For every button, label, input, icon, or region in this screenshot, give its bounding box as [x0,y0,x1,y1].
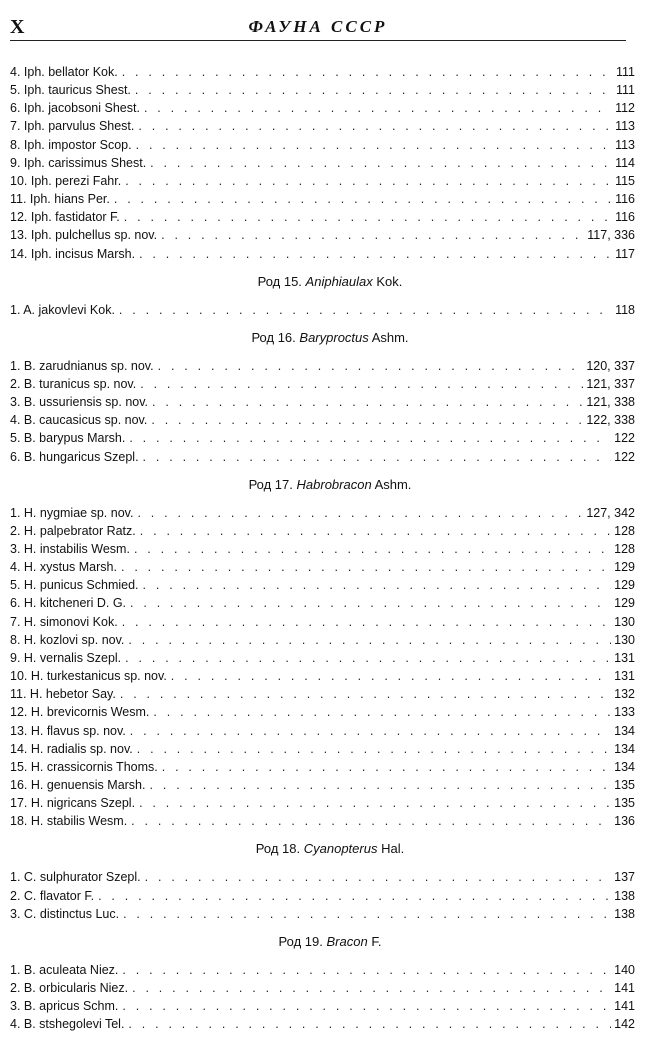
page-ref: 115 [615,173,635,188]
dot-leader [144,99,612,117]
species-name: 1. B. aculeata Niez. [10,962,119,977]
species-name: 13. H. flavus sp. nov. [10,723,126,738]
genus-prefix: Род 17. [248,476,293,492]
dot-leader [114,190,612,208]
species-name: 15. H. crassicornis Thoms. [10,759,158,774]
page-ref: 122, 338 [586,413,635,428]
species-name: 4. B. caucasicus sp. nov. [10,413,148,428]
dot-leader [139,794,611,812]
dot-leader [119,301,612,319]
toc-entry [10,887,635,905]
page-ref: 121, 338 [586,395,635,410]
page-ref: 127, 342 [586,505,635,520]
dot-leader [122,961,611,979]
page-ref: 138 [614,888,635,903]
genus-name: Bracon [326,933,368,949]
toc-entry [10,905,635,923]
toc-entry [10,812,635,830]
page-ref: 134 [614,723,635,738]
species-name: 5. B. barypus Marsh. [10,431,126,446]
dot-leader [171,667,611,685]
dot-leader [158,357,584,375]
toc-entry [10,245,635,263]
page-ref: 129 [614,578,635,593]
toc-entry [10,172,635,190]
toc-entry [10,649,635,667]
genus-prefix: Род 19. [278,933,323,949]
toc-entry [10,740,635,758]
page-ref: 111 [615,65,635,79]
page-ref: 120, 337 [586,358,635,373]
species-name: 2. H. palpebrator Ratz. [10,523,136,538]
genus-name: Habrobracon [296,476,372,492]
toc-entry [10,357,635,375]
page-ref: 129 [614,596,635,611]
species-name: 12. Iph. fastidator F. [10,210,120,225]
species-name: 5. H. punicus Schmied. [10,578,139,593]
species-name: 3. B. apricus Schm. [10,999,119,1014]
toc-entry [10,703,635,721]
toc-entry [10,1015,635,1033]
species-name: 7. Iph. parvulus Shest. [10,119,135,134]
toc-entry [10,393,635,411]
page-header [10,14,626,41]
toc-entry [10,667,635,685]
species-name: 13. Iph. pulchellus sp. nov. [10,228,158,243]
page-ref: 122 [614,449,635,464]
species-name: 3. B. ussuriensis sp. nov. [10,395,149,410]
page-ref: 141 [614,999,635,1014]
toc-entry [10,758,635,776]
toc-entry [10,613,635,631]
toc-entry [10,411,635,429]
species-name: 3. C. distinctus Luc. [10,906,120,921]
page-ref: 135 [614,777,635,792]
page-ref: 118 [615,302,635,317]
page-number: X [10,16,25,38]
genus-author: Ashm. [374,476,412,492]
genus-prefix: Род 16. [251,329,296,345]
page-ref: 140 [614,962,635,977]
genus-heading [0,840,660,858]
species-name: 10. Iph. perezi Fahr. [10,173,122,188]
page-ref: 134 [614,759,635,774]
page-ref: 132 [614,687,635,702]
toc-entry [10,117,635,135]
page-ref: 117 [615,246,635,261]
genus-heading [0,933,660,951]
dot-leader [138,117,612,135]
page-ref: 116 [615,192,635,207]
species-name: 9. H. vernalis Szepl. [10,650,122,665]
dot-leader [140,522,611,540]
toc-entry [10,448,635,466]
species-name: 9. Iph. carissimus Shest. [10,155,147,170]
dot-leader [137,740,611,758]
dot-leader [128,631,611,649]
species-name: 1. B. zarudnianus sp. nov. [10,358,154,373]
page-ref: 131 [614,650,635,665]
page-ref: 117, 336 [587,228,635,243]
dot-leader [137,504,583,522]
page-ref: 141 [614,981,635,995]
genus-prefix: Род 15. [257,273,302,289]
toc-entry [10,594,635,612]
toc-entry [10,558,635,576]
page-ref: 116 [615,210,635,225]
toc-entry [10,868,635,886]
dot-leader [124,208,612,226]
toc-entry [10,154,635,172]
species-name: 1. C. sulphurator Szepl. [10,870,141,885]
species-name: 16. H. genuensis Marsh. [10,777,146,792]
page-ref: 128 [614,523,635,538]
toc-entry [10,301,635,319]
genus-name: Aniphiaulax [305,273,373,289]
dot-leader [128,1015,611,1033]
dot-leader [161,226,584,244]
dot-leader [131,812,611,830]
dot-leader [98,887,611,905]
dot-leader [152,393,583,411]
species-name: 7. H. simonovi Kok. [10,614,118,629]
species-name: 11. H. hebetor Say. [10,687,116,702]
page-ref: 131 [614,669,635,684]
running-title: ФАУНА СССР [248,17,388,36]
species-name: 1. A. jakovlevi Kok. [10,302,115,317]
genus-author: F. [371,933,382,949]
page-ref: 113 [615,119,635,134]
species-name: 6. B. hungaricus Szepl. [10,449,139,464]
toc-entry [10,81,635,99]
dot-leader [145,868,612,886]
dot-leader [151,411,583,429]
page-ref: 121, 337 [586,376,635,391]
toc-entry [10,63,635,81]
dot-leader [139,245,612,263]
species-name: 6. Iph. jacobsoni Shest. [10,101,140,116]
dot-leader [143,576,612,594]
toc-entry [10,208,635,226]
dot-leader [136,136,612,154]
toc-entry [10,631,635,649]
toc-entry [10,722,635,740]
page-ref: 134 [614,741,635,756]
species-name: 4. H. xystus Marsh. [10,560,117,575]
dot-leader [143,448,612,466]
dot-leader [129,429,611,447]
page-ref: 122 [614,431,635,446]
dot-leader [125,172,612,190]
genus-heading [0,273,660,291]
dot-leader [134,540,611,558]
toc-entry [10,540,635,558]
toc-entry [10,776,635,794]
species-name: 10. H. turkestanicus sp. nov. [10,669,167,684]
page-ref: 133 [614,705,635,720]
genus-heading [0,329,660,347]
page-ref: 111 [615,83,635,98]
toc-entry [10,375,635,393]
dot-leader [132,979,611,997]
species-name: 12. H. brevicornis Wesm. [10,705,150,720]
species-name: 14. Iph. incisus Marsh. [10,246,136,261]
dot-leader [130,722,611,740]
species-name: 2. B. turanicus sp. nov. [10,376,137,391]
genus-name: Cyanopterus [303,841,378,857]
dot-leader [153,703,611,721]
genus-author: Ashm. [371,329,409,345]
species-name: 1. H. nygmiae sp. nov. [10,505,134,520]
toc-entry [10,997,635,1015]
genus-author: Kok. [376,273,403,289]
species-name: 3. H. instabilis Wesm. [10,542,130,556]
genus-prefix: Род 18. [255,841,301,857]
dot-leader [125,649,611,667]
page-ref: 138 [614,906,635,921]
toc-entry [10,961,635,979]
page-ref: 113 [615,137,635,152]
toc-entry [10,99,635,117]
species-name: 4. Iph. bellator Kok. [10,65,118,79]
page-ref: 142 [614,1017,635,1032]
page-ref: 130 [614,614,635,629]
dot-leader [162,758,611,776]
species-name: 4. B. stshegolevi Tel. [10,1017,125,1032]
toc-entry [10,576,635,594]
toc-entry [10,979,635,997]
species-name: 6. H. kitcheneri D. G. [10,596,127,611]
dot-leader [130,594,611,612]
toc-entry [10,190,635,208]
species-name: 2. B. orbicularis Niez. [10,981,129,995]
species-name: 18. H. stabilis Wesm. [10,814,128,829]
dot-leader [135,81,613,99]
page-ref: 112 [615,101,635,116]
toc-entry [10,522,635,540]
species-name: 17. H. nigricans Szepl. [10,796,136,811]
genus-heading [0,476,660,494]
toc-entry [10,504,635,522]
dot-leader [150,776,612,794]
dot-leader [120,685,611,703]
toc-entry [10,429,635,447]
genus-name: Baryproctus [299,329,369,345]
genus-author: Hal. [381,841,405,857]
page-ref: 137 [614,870,635,885]
dot-leader [122,63,613,81]
page-ref: 129 [614,560,635,575]
dot-leader [140,375,583,393]
toc-entry [10,794,635,812]
toc-entry [10,136,635,154]
species-name: 2. C. flavator F. [10,888,95,903]
page-ref: 130 [614,632,635,647]
toc-entry [10,226,635,244]
page-ref: 135 [614,796,635,811]
dot-leader [122,613,611,631]
species-name: 14. H. radialis sp. nov. [10,741,133,756]
dot-leader [121,558,611,576]
species-name: 11. Iph. hians Per. [10,192,110,207]
dot-leader [150,154,612,172]
dot-leader [122,997,611,1015]
page-ref: 128 [614,542,635,556]
dot-leader [123,905,611,923]
species-name: 5. Iph. tauricus Shest. [10,83,131,98]
page-ref: 136 [614,814,635,829]
species-name: 8. H. kozlovi sp. nov. [10,632,125,647]
species-name: 8. Iph. impostor Scop. [10,137,132,152]
toc-entry [10,685,635,703]
page-ref: 114 [615,155,635,170]
